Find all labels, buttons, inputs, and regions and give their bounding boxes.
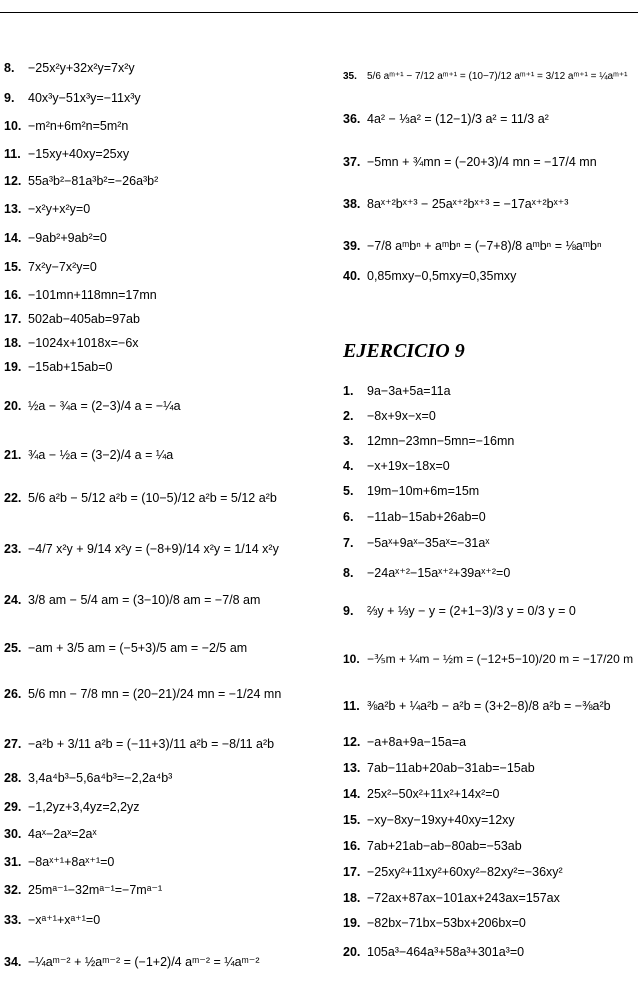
item-number: 18. — [343, 891, 361, 905]
exercise-item — [343, 154, 597, 170]
item-expression: −am + 3/5 am = (−5+3)/5 am = −2/5 am — [28, 641, 248, 655]
item-number: 12. — [4, 174, 22, 188]
exercise-item — [4, 826, 97, 842]
exercise-item — [343, 67, 627, 85]
exercise-item — [343, 111, 549, 127]
item-number: 19. — [343, 916, 361, 930]
item-number: 38. — [343, 197, 361, 211]
exercise-item — [343, 864, 563, 880]
item-expression: −¼aᵐ⁻² + ½aᵐ⁻² = (−1+2)/4 aᵐ⁻² = ¼aᵐ⁻² — [28, 955, 260, 969]
item-expression: 25mᵃ⁻¹−32mᵃ⁻¹=−7mᵃ⁻¹ — [28, 883, 163, 897]
item-expression: −15xy+40xy=25xy — [28, 147, 130, 161]
exercise-item — [343, 734, 466, 750]
top-rule — [0, 12, 638, 13]
item-expression: −8x+9x−x=0 — [367, 409, 436, 423]
item-expression: −m²n+6m²n=5m²n — [28, 119, 129, 133]
exercise-item — [343, 458, 450, 474]
item-expression: 105a³−464a³+58a³+301a³=0 — [367, 945, 525, 959]
exercise-item — [343, 535, 489, 551]
item-number: 33. — [4, 913, 22, 927]
item-expression: 12mn−23mn−5mn=−16mn — [367, 434, 515, 448]
item-number: 13. — [343, 761, 361, 775]
item-number: 11. — [343, 699, 360, 713]
item-number: 12. — [343, 735, 361, 749]
item-expression: 5/6 a²b − 5/12 a²b = (10−5)/12 a²b = 5/12 a²b — [28, 491, 277, 505]
exercise-item — [4, 736, 274, 752]
exercise-item — [343, 196, 568, 212]
item-number: 18. — [4, 336, 22, 350]
item-expression: −a²b + 3/11 a²b = (−11+3)/11 a²b = −8/11 a²b — [28, 737, 275, 751]
item-number: 32. — [4, 883, 22, 897]
item-expression: ⅔y + ⅓y − y = (2+1−3)/3 y = 0/3 y = 0 — [367, 604, 576, 618]
item-expression: −xy−8xy−19xy+40xy=12xy — [367, 813, 515, 827]
exercise-item — [4, 541, 279, 557]
item-expression: 55a³b²−81a³b²=−26a³b² — [28, 174, 159, 188]
item-expression: −5mn + ¾mn = (−20+3)/4 mn = −17/4 mn — [367, 155, 597, 169]
item-expression: −7/8 aᵐbⁿ + aᵐbⁿ = (−7+8)/8 aᵐbⁿ = ⅛aᵐbⁿ — [367, 239, 602, 253]
item-expression: ⅜a²b + ¼a²b − a²b = (3+2−8)/8 a²b = −⅜a²b — [367, 699, 611, 713]
exercise-item — [4, 201, 90, 217]
item-number: 7. — [343, 536, 354, 550]
item-number: 36. — [343, 112, 361, 126]
exercise-item — [343, 651, 633, 667]
item-expression: 8aˣ⁺²bˣ⁺³ − 25aˣ⁺²bˣ⁺³ = −17aˣ⁺²bˣ⁺³ — [367, 197, 569, 211]
exercise-item — [4, 770, 172, 786]
exercise-item — [4, 912, 100, 928]
item-number: 8. — [343, 566, 354, 580]
exercise-item — [4, 287, 157, 303]
exercise-item — [343, 890, 560, 906]
exercise-item — [343, 483, 479, 499]
item-expression: −25x²y+32x²y=7x²y — [28, 61, 135, 75]
exercise-item — [343, 509, 486, 525]
exercise-item — [4, 359, 112, 375]
exercise-item — [343, 383, 451, 399]
exercise-item — [4, 311, 140, 327]
item-expression: 19m−10m+6m=15m — [367, 484, 480, 498]
item-number: 17. — [343, 865, 361, 879]
item-expression: −4/7 x²y + 9/14 x²y = (−8+9)/14 x²y = 1/14 x²y — [28, 542, 279, 556]
item-number: 10. — [4, 119, 22, 133]
item-expression: −82bx−71bx−53bx+206bx=0 — [367, 916, 526, 930]
exercise-item — [4, 173, 158, 189]
item-number: 20. — [343, 945, 361, 959]
exercise-item — [343, 698, 611, 714]
item-expression: −x²y+x²y=0 — [28, 202, 91, 216]
exercise-item — [343, 838, 522, 854]
item-number: 15. — [343, 813, 361, 827]
item-expression: −101mn+118mn=17mn — [28, 288, 157, 302]
item-expression: −5aˣ+9aˣ−35aˣ=−31aˣ — [367, 536, 490, 550]
exercise-item — [4, 335, 139, 351]
item-number: 20. — [4, 399, 22, 413]
item-expression: −11ab−15ab+26ab=0 — [367, 510, 486, 524]
item-number: 29. — [4, 800, 22, 814]
item-number: 11. — [4, 147, 21, 161]
item-expression: 9a−3a+5a=11a — [367, 384, 451, 398]
item-expression: −9ab²+9ab²=0 — [28, 231, 107, 245]
item-expression: 502ab−405ab=97ab — [28, 312, 140, 326]
exercise-item — [4, 146, 129, 162]
item-expression: 4aˣ−2aˣ=2aˣ — [28, 827, 97, 841]
exercise-item — [343, 760, 535, 776]
item-number: 35. — [343, 71, 357, 82]
exercise-item — [343, 433, 514, 449]
exercise-item — [4, 640, 247, 656]
exercise-item — [4, 230, 107, 246]
section-heading: EJERCICIO 9 — [343, 340, 465, 362]
item-number: 2. — [343, 409, 354, 423]
item-expression: 5/6 aᵐ⁺¹ − 7/12 aᵐ⁺¹ = (10−7)/12 aᵐ⁺¹ = 3/12 aᵐ⁺¹ = ¼aᵐ⁺¹ — [367, 71, 628, 82]
item-number: 9. — [4, 91, 15, 105]
exercise-item — [4, 799, 140, 815]
item-expression: 3/8 am − 5/4 am = (3−10)/8 am = −7/8 am — [28, 593, 261, 607]
item-number: 39. — [343, 239, 361, 253]
exercise-item — [4, 259, 97, 275]
item-number: 19. — [4, 360, 22, 374]
item-number: 27. — [4, 737, 22, 751]
item-number: 40. — [343, 269, 361, 283]
item-expression: 7ab−11ab+20ab−31ab=−15ab — [367, 761, 535, 775]
exercise-item — [343, 915, 526, 931]
item-number: 22. — [4, 491, 22, 505]
exercise-item — [4, 490, 277, 506]
exercise-item — [4, 686, 281, 702]
item-expression: −a+8a+9a−15a=a — [367, 735, 467, 749]
item-expression: 7x²y−7x²y=0 — [28, 260, 97, 274]
exercise-item — [4, 398, 181, 414]
exercise-item — [343, 786, 500, 802]
item-number: 23. — [4, 542, 22, 556]
item-number: 24. — [4, 593, 22, 607]
item-expression: −x+19x−18x=0 — [367, 459, 450, 473]
item-number: 14. — [4, 231, 22, 245]
item-expression: 7ab+21ab−ab−80ab=−53ab — [367, 839, 522, 853]
exercise-item — [343, 603, 576, 619]
exercise-item — [343, 268, 516, 284]
item-expression: −xᵃ⁺¹+xᵃ⁺¹=0 — [28, 913, 101, 927]
item-expression: 3,4a⁴b³−5,6a⁴b³=−2,2a⁴b³ — [28, 771, 173, 785]
item-expression: −15ab+15ab=0 — [28, 360, 113, 374]
item-number: 9. — [343, 604, 354, 618]
item-expression: ½a − ¾a = (2−3)/4 a = −¼a — [28, 399, 181, 413]
exercise-item — [343, 408, 436, 424]
item-expression: 5/6 mn − 7/8 mn = (20−21)/24 mn = −1/24 mn — [28, 687, 282, 701]
exercise-item — [4, 954, 260, 970]
item-number: 25. — [4, 641, 22, 655]
item-number: 8. — [4, 61, 15, 75]
item-number: 16. — [4, 288, 22, 302]
item-expression: −25xy²+11xy²+60xy²−82xy²=−36xy² — [367, 865, 563, 879]
item-number: 13. — [4, 202, 22, 216]
item-number: 3. — [343, 434, 354, 448]
item-number: 28. — [4, 771, 22, 785]
item-expression: −1,2yz+3,4yz=2,2yz — [28, 800, 140, 814]
item-number: 17. — [4, 312, 22, 326]
item-number: 6. — [343, 510, 354, 524]
item-number: 30. — [4, 827, 22, 841]
exercise-item — [4, 854, 114, 870]
exercise-item — [343, 812, 515, 828]
item-number: 31. — [4, 855, 22, 869]
item-number: 10. — [343, 652, 360, 666]
item-expression: ¾a − ½a = (3−2)/4 a = ¼a — [28, 448, 174, 462]
item-expression: 25x²−50x²+11x²+14x²=0 — [367, 787, 500, 801]
exercise-item — [343, 565, 510, 581]
item-number: 16. — [343, 839, 361, 853]
item-number: 14. — [343, 787, 361, 801]
item-expression: 0,85mxy−0,5mxy=0,35mxy — [367, 269, 517, 283]
item-number: 5. — [343, 484, 354, 498]
item-expression: −1024x+1018x=−6x — [28, 336, 139, 350]
item-number: 4. — [343, 459, 354, 473]
item-expression: −24aˣ⁺²−15aˣ⁺²+39aˣ⁺²=0 — [367, 566, 511, 580]
exercise-item — [4, 592, 260, 608]
item-expression: −⅗m + ¼m − ½m = (−12+5−10)/20 m = −17/20 m — [367, 652, 634, 666]
exercise-item — [4, 447, 173, 463]
item-number: 15. — [4, 260, 22, 274]
exercise-item — [343, 944, 524, 960]
item-expression: 40x³y−51x³y=−11x³y — [28, 91, 141, 105]
item-number: 1. — [343, 384, 354, 398]
item-number: 21. — [4, 448, 22, 462]
exercise-item — [343, 238, 602, 254]
item-number: 37. — [343, 155, 361, 169]
exercise-item — [4, 882, 162, 898]
item-number: 34. — [4, 955, 22, 969]
item-number: 26. — [4, 687, 22, 701]
item-expression: −72ax+87ax−101ax+243ax=157ax — [367, 891, 560, 905]
exercise-item — [4, 60, 135, 76]
exercise-item — [4, 90, 141, 106]
item-expression: −8aˣ⁺¹+8aˣ⁺¹=0 — [28, 855, 115, 869]
item-expression: 4a² − ⅓a² = (12−1)/3 a² = 11/3 a² — [367, 112, 549, 126]
exercise-item — [4, 118, 128, 134]
